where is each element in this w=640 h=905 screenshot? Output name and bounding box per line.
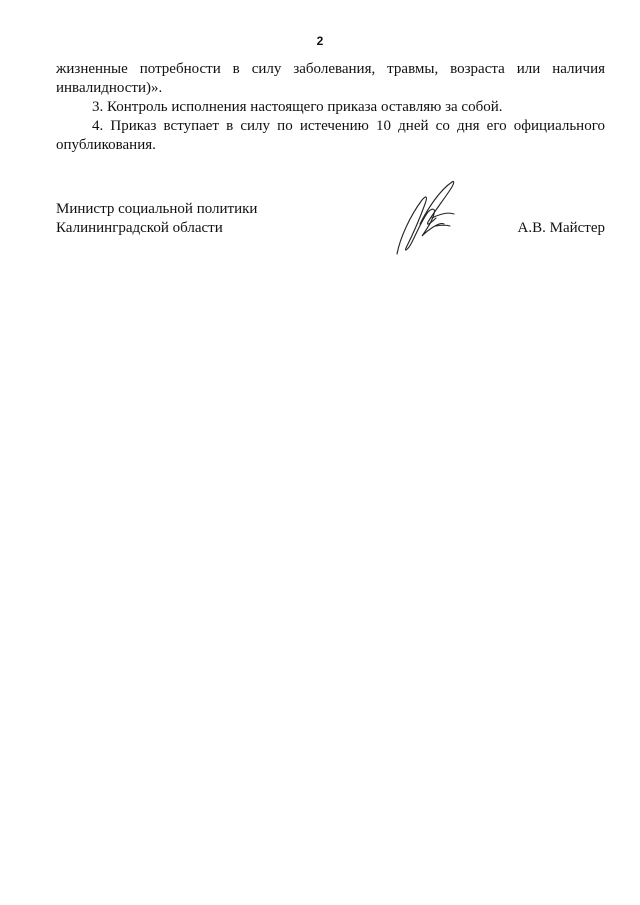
signature-block xyxy=(56,200,605,260)
paragraph-item-3: 3. Контроль исполнения настоящего приказа оставляю за собой. xyxy=(92,99,503,115)
paragraph-item-4: 4. Приказ вступает в силу по истечению 10 дней со дня его официального опубликования. xyxy=(56,118,605,153)
signatory-name: А.В. Майстер xyxy=(517,220,605,236)
signatory-title xyxy=(56,200,257,238)
page-number: 2 xyxy=(316,34,324,48)
signatory-region: Калининградской области xyxy=(56,220,223,236)
signatory-position: Министр социальной политики xyxy=(56,201,258,217)
paragraph-continuation: жизненные потребности в силу заболевания, травмы, возраста или наличия инвалидности)». xyxy=(56,61,605,96)
document-body xyxy=(56,60,605,155)
handwritten-signature xyxy=(392,178,462,258)
